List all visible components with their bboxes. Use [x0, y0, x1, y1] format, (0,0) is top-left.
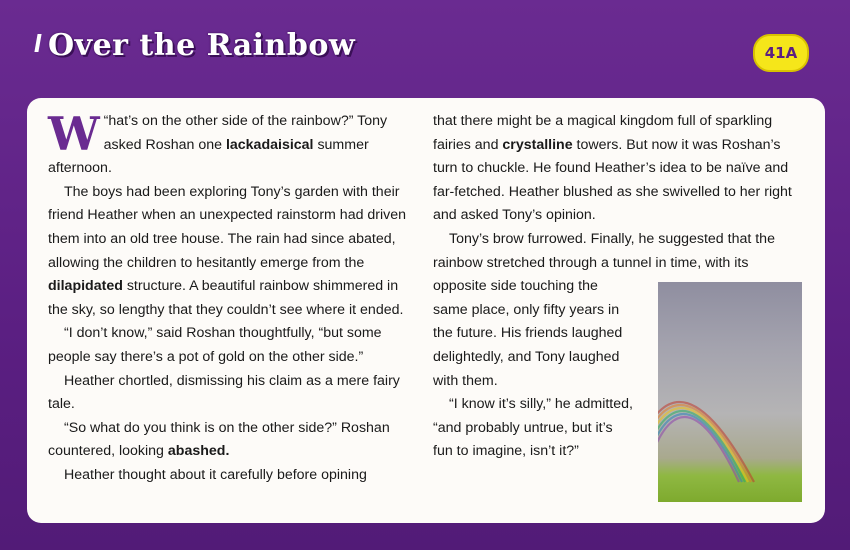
- paragraph-8-line-6: delightedly, and Tony laughed: [433, 348, 620, 365]
- paragraph-2: [48, 181, 418, 323]
- paragraph-1-text: hat’s on the other side of the rainbow?” Tony asked Roshan one: [103, 113, 388, 153]
- paragraph-9-line-3: fun to imagine, isn’t it?”: [433, 443, 579, 460]
- paragraph-1-text-end: summer afternoon.: [48, 136, 369, 177]
- vocab-word-lackadaisical: lackadaisical: [225, 136, 314, 153]
- rainbow-arc-graphic: [658, 282, 802, 502]
- paragraph-9-line-2: “and probably untrue, but it’s: [433, 419, 613, 436]
- paragraph-5-text: “So what do you think is on the other side?” Roshan countered, looking: [48, 419, 390, 460]
- title-accent-mark: [34, 34, 41, 52]
- paragraph-8-line-3: opposite side touching the: [433, 278, 598, 295]
- vocab-word-crystalline: crystalline: [502, 136, 573, 153]
- paragraph-4: Heather chortled, dismissing his claim as a mere fairy tale.: [48, 372, 400, 413]
- paragraph-1: [48, 107, 418, 181]
- paragraph-6: Heather thought about it carefully before opining: [64, 466, 367, 483]
- paragraph-8-line-4: same place, only fifty years in: [433, 301, 620, 318]
- vocab-word-abashed: abashed.: [167, 443, 230, 460]
- paragraph-3: “I don’t know,” said Roshan thoughtfully, “but some people say there’s a pot of gold on the other side.”: [48, 325, 382, 365]
- paragraph-7-text-end: towers. But now it was Roshan’s turn to chuckle. He found Heather’s idea to be naïve and far-fetched. Heather blushed as she swivelled to her right and asked Tony’s opinion.: [433, 136, 792, 224]
- paragraph-8-line-1: Tony’s brow furrowed. Finally, he suggested that the: [449, 230, 775, 247]
- paragraph-2-text: The boys had been exploring Tony’s garden with their friend Heather when an unexpected rainstorm had driven them into an old tree house. The rain had since abated, allowing the children to hesitantly emerge from the: [48, 183, 407, 271]
- dropcap-letter: W: [48, 107, 100, 161]
- vocab-word-dilapidated: dilapidated: [48, 278, 123, 295]
- paragraph-5: [48, 417, 418, 464]
- paragraph-8-line-7: with them.: [433, 372, 498, 389]
- paragraph-7-text: that there might be a magical kingdom full of sparkling fairies and: [433, 113, 773, 153]
- paragraph-9-line-1: “I know it’s silly,” he admitted,: [449, 396, 633, 413]
- story-column-left: [48, 107, 418, 488]
- paragraph-7: [433, 110, 803, 228]
- page-title: Over the Rainbow: [48, 28, 356, 63]
- paragraph-2-text-end: structure. A beautiful rainbow shimmered in the sky, so lengthy that they couldn’t see where it ended.: [48, 278, 404, 318]
- opening-quote: “: [103, 113, 109, 129]
- paragraph-8-line-5: the future. His friends laughed: [433, 325, 623, 342]
- paragraph-8-line-2: rainbow stretched through a tunnel in time, with its: [433, 254, 749, 271]
- rainbow-photo: [658, 282, 802, 502]
- card-number-badge: 41A: [753, 34, 809, 72]
